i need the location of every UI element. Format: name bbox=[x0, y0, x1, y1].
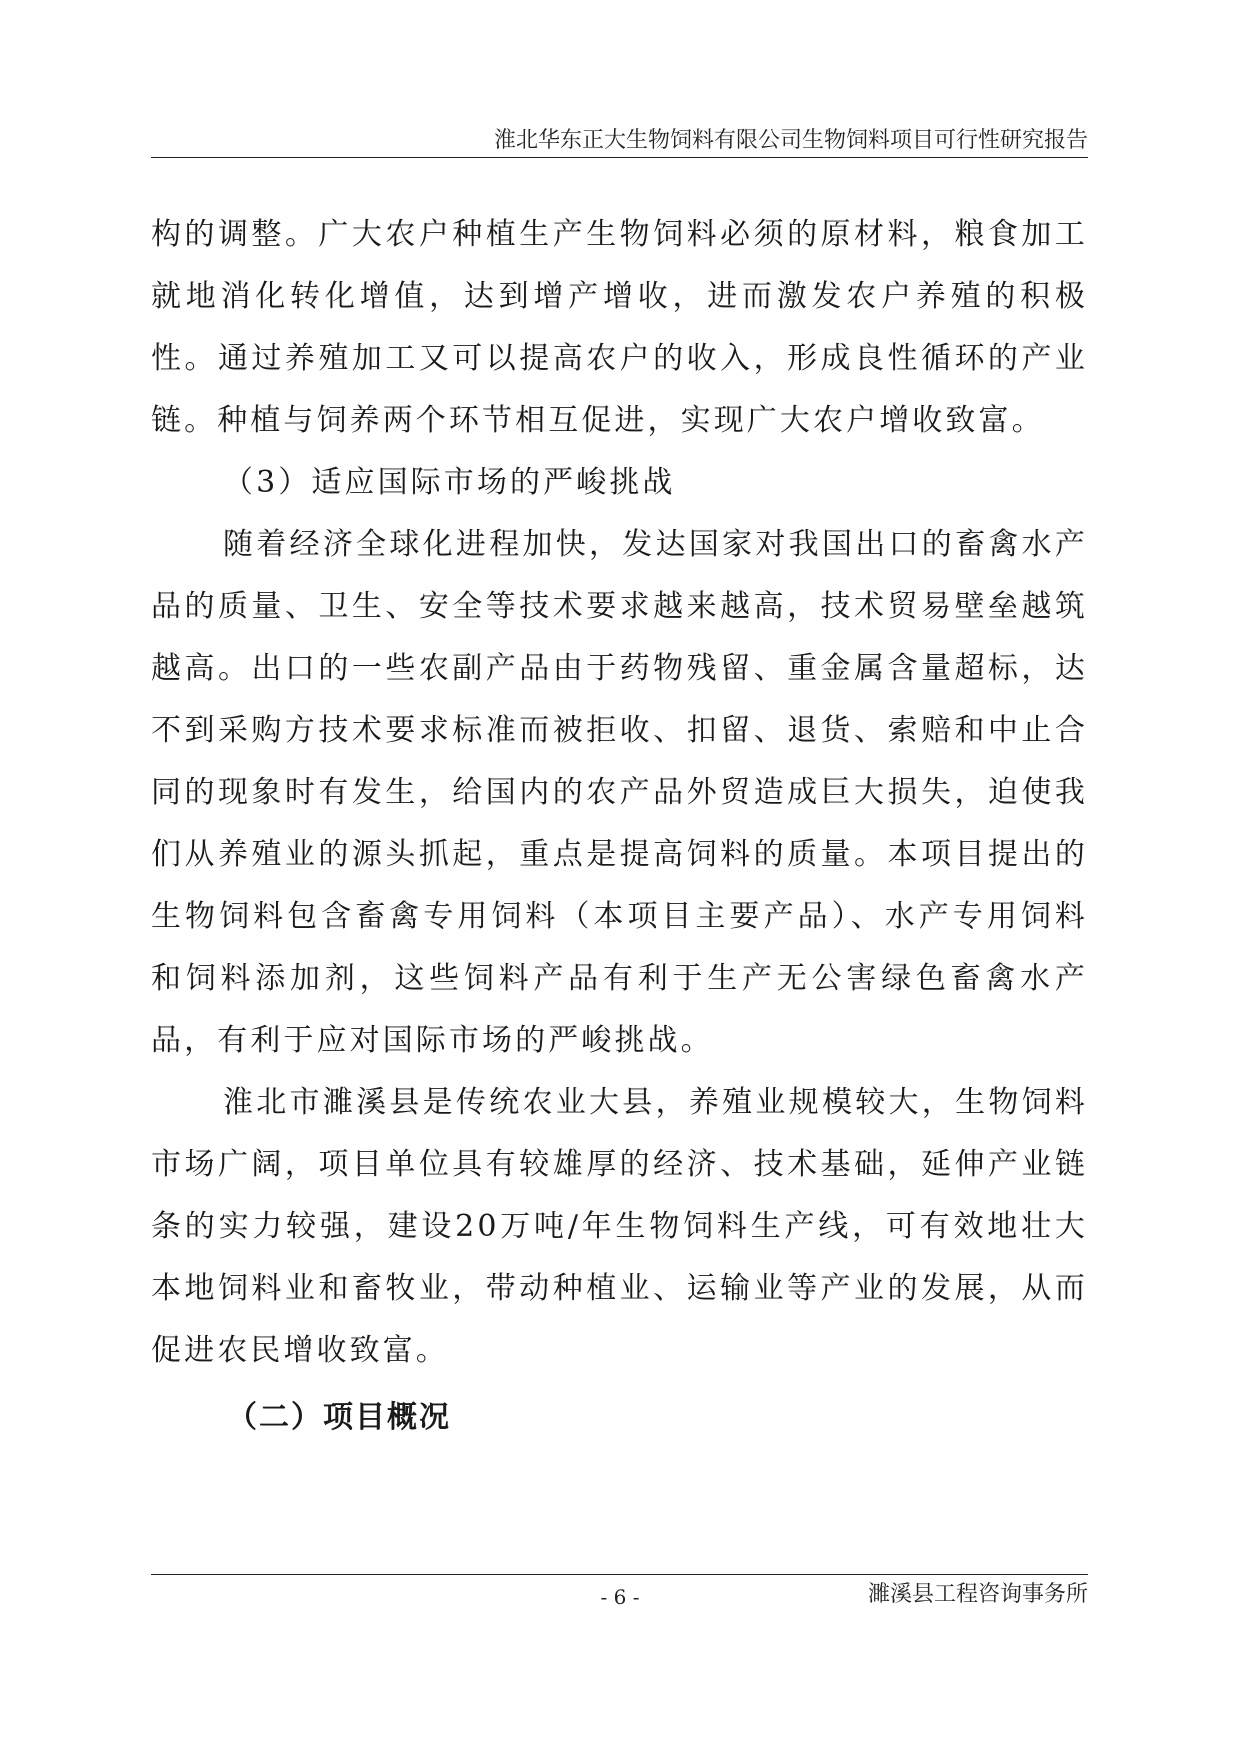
page-number: - 6 - bbox=[600, 1585, 640, 1609]
footer-organization: 濉溪县工程咨询事务所 bbox=[867, 1582, 1088, 1607]
document-body bbox=[151, 204, 1088, 1450]
paragraph-globalization: 随着经济全球化进程加快，发达国家对我国出口的畜禽水产品的质量、卫生、安全等技术要求越来越高，技术贸易壁垒越筑越高。出口的一些农副产品由于药物残留、重金属含量超标，达不到采购方技术要求标准而被拒收、扣留、退货、索赔和中止合同的现象时有发生，给国内的农产品外贸造成巨大损失，迫使我们从养殖业的源头抓起，重点是提高饲料的质量。本项目提出的生物饲料包含畜禽专用饲料（本项目主要产品）、水产专用饲料和饲料添加剂，这些饲料产品有利于生产无公害绿色畜禽水产品，有利于应对国际市场的严峻挑战。 bbox=[151, 527, 1088, 1058]
section-heading-project-overview: （二）项目概况 bbox=[227, 1400, 451, 1435]
footer-divider bbox=[151, 1574, 1088, 1575]
page-header-title: 淮北华东正大生物饲料有限公司生物饲料项目可行性研究报告 bbox=[493, 128, 1088, 153]
header-divider bbox=[151, 157, 1088, 158]
paragraph-continuation: 构的调整。广大农户种植生产生物饲料必须的原材料，粮食加工就地消化转化增值，达到增产增收，进而激发农户养殖的积极性。通过养殖加工又可以提高农户的收入，形成良性循环的产业链。种植与饲养两个环节相互促进，实现广大农户增收致富。 bbox=[151, 217, 1088, 438]
paragraph-suixi-county: 淮北市濉溪县是传统农业大县，养殖业规模较大，生物饲料市场广阔，项目单位具有较雄厚的经济、技术基础，延伸产业链条的实力较强，建设20万吨/年生物饲料生产线，可有效地壮大本地饲料业和畜牧业，带动种植业、运输业等产业的发展，从而促进农民增收致富。 bbox=[151, 1085, 1088, 1368]
subheading-international-market: （3）适应国际市场的严峻挑战 bbox=[223, 465, 676, 500]
